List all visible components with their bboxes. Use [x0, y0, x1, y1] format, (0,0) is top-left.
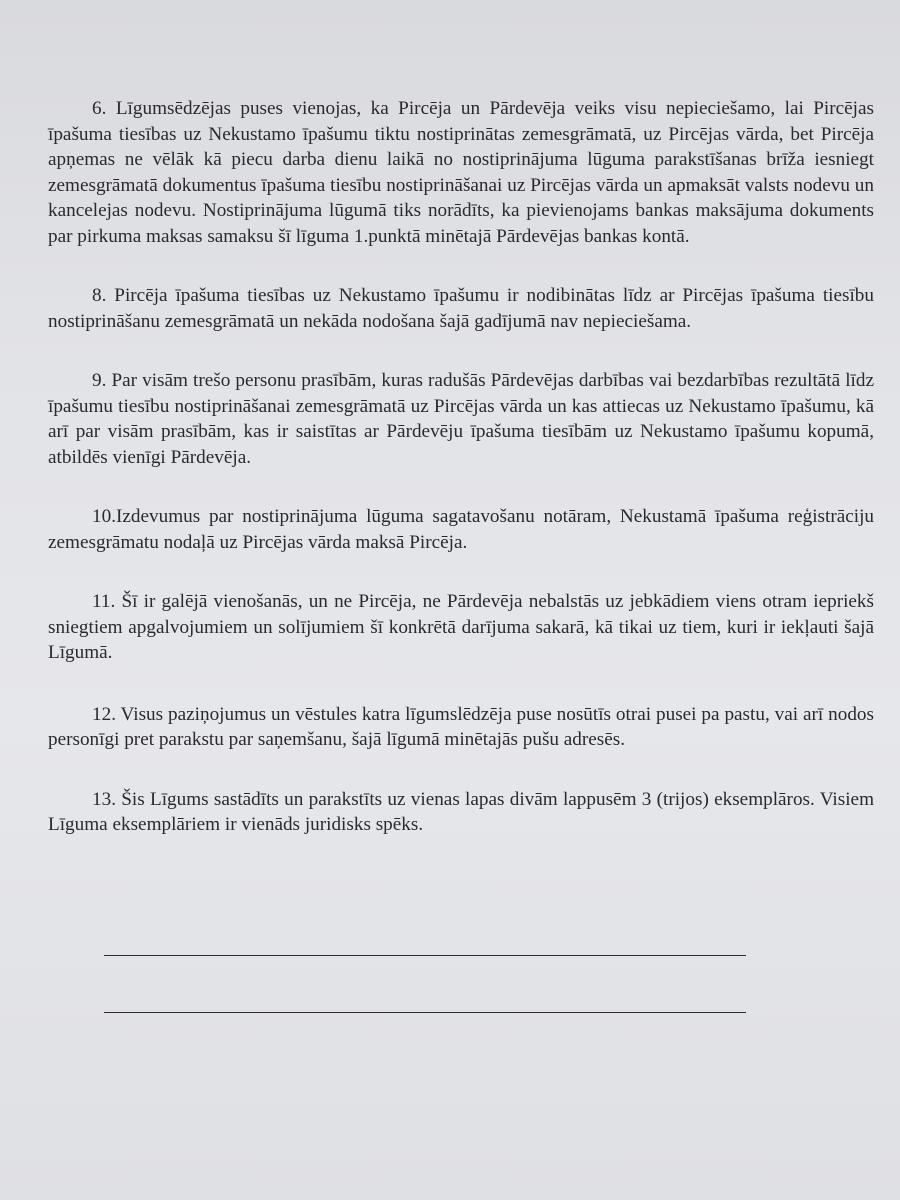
- document-body: [48, 96, 874, 872]
- signature-line-2: [104, 1012, 746, 1013]
- clause-12: 12. Visus paziņojumus un vēstules katra līgumslēdzēja puse nosūtīs otrai pusei pa pastu, vai arī nodos personīgi pret parakstu par saņemšanu, šajā līgumā minētajās pušu adresēs.: [48, 703, 874, 750]
- clause-8: 8. Pircēja īpašuma tiesības uz Nekustamo īpašumu ir nodibinātas līdz ar Pircējas īpašuma tiesību nostiprināšanu zemesgrāmatā un nekāda nodošana šajā gadījumā nav nepieciešama.: [48, 285, 874, 332]
- clause-9: 9. Par visām trešo personu prasībām, kuras radušās Pārdevējas darbības vai bezdarbības rezultātā līdz īpašumu tiesību nostiprināšanai zemesgrāmatā uz Pircējas vārda un kas attiecas uz Nekustamo īpašumu, kā arī par visām prasībām, kas ir saistītas ar Pārdevēju īpašuma tiesībām uz Nekustamo īpašumu kopumā, atbildēs vienīgi Pārdevēja.: [48, 370, 874, 468]
- clause-11: 11. Šī ir galējā vienošanās, un ne Pircēja, ne Pārdevēja nebalstās uz jebkādiem viens otram iepriekš sniegtiem apgalvojumiem un solījumiem šī konkrētā darījuma sakarā, kā tikai uz tiem, kuri ir iekļauti šajā Līgumā.: [48, 591, 874, 663]
- clause-13: 13. Šis Līgums sastādīts un parakstīts uz vienas lapas divām lappusēm 3 (trijos) eksemplāros. Visiem Līguma eksemplāriem ir vienāds juridisks spēks.: [48, 788, 874, 835]
- signature-line-1: [104, 955, 746, 956]
- clause-6: 6. Līgumsēdzējas puses vienojas, ka Pircēja un Pārdevēja veiks visu nepieciešamo, lai Pircējas īpašuma tiesības uz Nekustamo īpašumu tiktu nostiprinātas zemesgrāmatā, uz Pircējas vārda, bet Pircēja apņemas ne vēlāk kā piecu darba dienu laikā no nostiprinājuma lūguma parakstīšanas brīža iesniegt zemesgrāmatā dokumentus īpašuma tiesību nostiprināšanai uz Pircējas vārda un apmaksāt valsts nodevu un kancelejas nodevu. Nostiprinājuma lūgumā tiks norādīts, ka pievienojams bankas maksājuma dokuments par pirkuma maksas samaksu šī līguma 1.punktā minētajā Pārdevējas bankas kontā.: [48, 98, 874, 247]
- clause-10: 10.Izdevumus par nostiprinājuma lūguma sagatavošanu notāram, Nekustamā īpašuma reģistrāciju zemesgrāmatu nodaļā uz Pircējas vārda maksā Pircēja.: [48, 506, 874, 553]
